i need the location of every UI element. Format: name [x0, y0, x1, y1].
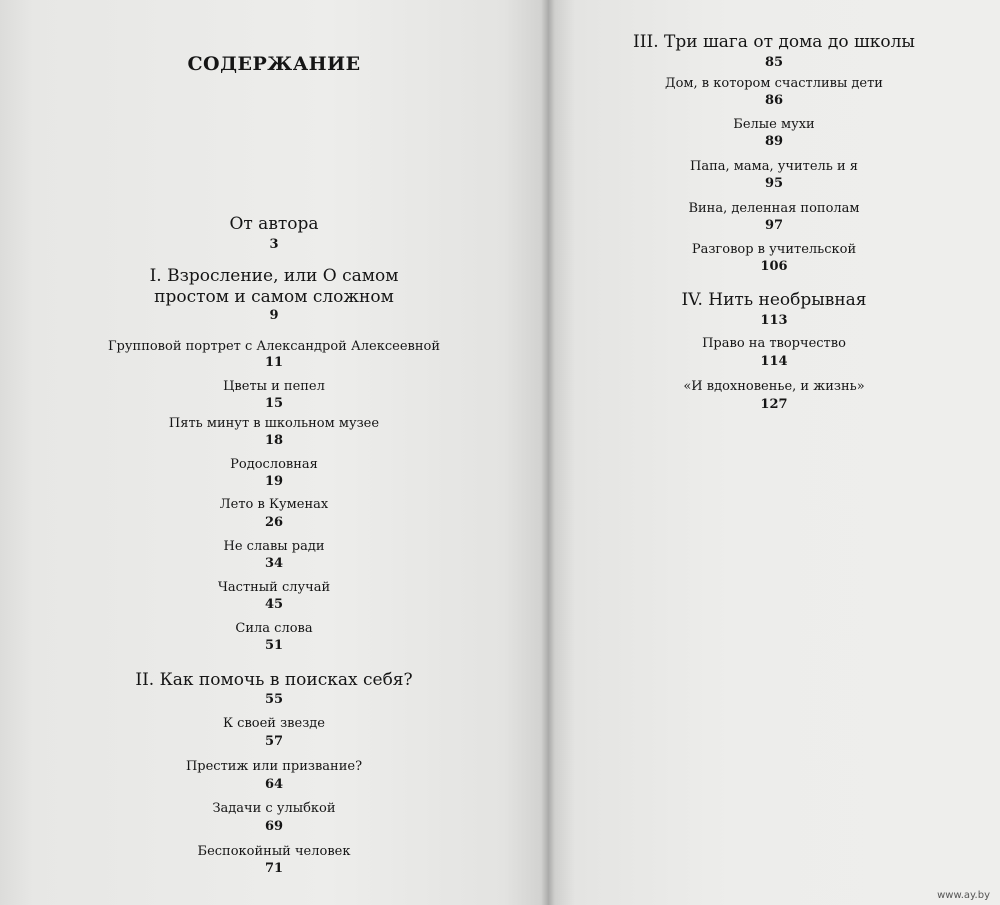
toc-entry-page: 114 — [760, 354, 788, 369]
toc-entry-title: Дом, в котором счастливы дети — [665, 76, 883, 91]
toc-entry-title: II. Как помочь в поисках себя? — [135, 670, 413, 690]
toc-entry-page: 51 — [264, 638, 284, 653]
toc-entry-title: IV. Нить необрывная — [681, 290, 867, 310]
toc-entry-page: 9 — [269, 308, 279, 323]
toc-entry-page: 89 — [764, 134, 784, 149]
toc-entry-page: 106 — [760, 259, 788, 274]
toc-entry-page: 19 — [264, 474, 284, 489]
toc-entry-page: 85 — [764, 55, 784, 70]
toc-entry-title: Вина, деленная пополам — [688, 201, 860, 216]
toc-entry-title-continued: простом и самом сложном — [154, 287, 394, 307]
toc-entry-title: Задачи с улыбкой — [212, 801, 336, 816]
toc-entry-title: К своей звезде — [222, 716, 325, 731]
toc-entry-page: 26 — [264, 515, 284, 530]
toc-entry-page: 11 — [264, 355, 284, 370]
toc-entry-title: Частный случай — [217, 580, 331, 595]
toc-entry-title: Групповой портрет с Александрой Алексеевной — [107, 339, 441, 354]
toc-entry-title: Разговор в учительской — [691, 242, 857, 257]
contents-title: СОДЕРЖАНИЕ — [187, 53, 361, 75]
toc-entry-title: Не славы ради — [223, 539, 325, 554]
toc-entry-page: 64 — [264, 777, 284, 792]
toc-entry-page: 86 — [764, 93, 784, 108]
watermark: www.ay.by — [937, 890, 990, 901]
toc-entry-title: Папа, мама, учитель и я — [689, 159, 859, 174]
toc-entry-page: 3 — [269, 237, 279, 252]
toc-entry-title: Право на творчество — [702, 336, 846, 351]
toc-entry-title: От автора — [229, 214, 319, 234]
toc-entry-page: 34 — [264, 556, 284, 571]
toc-entry-page: 127 — [760, 397, 788, 412]
toc-entry-title: Престиж или призвание? — [185, 759, 363, 774]
toc-entry-title: Сила слова — [235, 621, 313, 636]
toc-entry-title: Родословная — [230, 457, 318, 472]
toc-entry-page: 57 — [264, 734, 284, 749]
toc-entry-title: Белые мухи — [733, 117, 815, 132]
toc-entry-page: 71 — [264, 861, 284, 876]
toc-entry-page: 18 — [264, 433, 284, 448]
toc-entry-title: Лето в Куменах — [219, 497, 329, 512]
book-gutter-shadow — [541, 0, 555, 905]
toc-entry-title: I. Взросление, или О самом — [149, 266, 399, 286]
toc-entry-page: 45 — [264, 597, 284, 612]
toc-entry-title: Пять минут в школьном музее — [168, 416, 380, 431]
toc-entry-page: 113 — [760, 313, 788, 328]
toc-entry-page: 15 — [264, 396, 284, 411]
toc-entry-title: Беспокойный человек — [197, 844, 351, 859]
toc-entry-title: «И вдохновенье, и жизнь» — [683, 379, 865, 394]
toc-entry-page: 69 — [264, 819, 284, 834]
toc-entry-page: 97 — [764, 218, 784, 233]
right-page — [548, 0, 1000, 905]
toc-entry-page: 95 — [764, 176, 784, 191]
toc-entry-title: Цветы и пепел — [223, 379, 325, 394]
toc-entry-page: 55 — [264, 692, 284, 707]
toc-entry-title: III. Три шага от дома до школы — [633, 32, 915, 52]
